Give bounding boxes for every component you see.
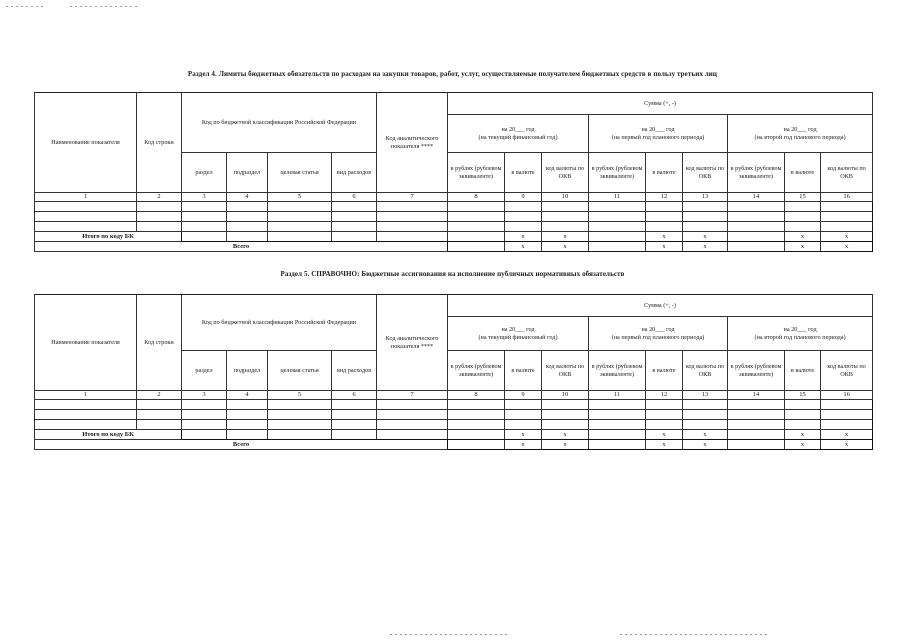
cell[interactable] (728, 202, 785, 212)
cell[interactable] (821, 420, 873, 430)
cell[interactable] (542, 410, 589, 420)
x-mark: x (821, 232, 873, 242)
header-val: в валюте (785, 351, 821, 391)
col-number: 6 (332, 391, 377, 400)
cell[interactable] (589, 232, 646, 242)
col-number: 2 (137, 391, 182, 400)
header-year-second-plan: на 20___ год (на второй год планового периода) (728, 115, 873, 153)
cell[interactable] (332, 212, 377, 222)
itogo-row (35, 232, 873, 242)
col-number: 6 (332, 193, 377, 202)
table-row (35, 212, 873, 222)
cell[interactable] (448, 420, 505, 430)
header-analytic-code: Код аналитического показателя **** (377, 295, 448, 391)
header-vid: вид расходов (332, 351, 377, 391)
header-year-first-plan: на 20___ год (на первый год планового периода) (589, 317, 728, 351)
cell[interactable] (683, 222, 728, 232)
col-number: 12 (646, 193, 683, 202)
header-row-code: Код строки (137, 93, 182, 193)
x-mark: x (821, 430, 873, 440)
col-number: 9 (505, 193, 542, 202)
header-rub: в рублях (рублевом эквиваленте) (728, 153, 785, 193)
col-number: 8 (448, 391, 505, 400)
cell[interactable] (505, 410, 542, 420)
cell[interactable] (589, 242, 646, 252)
cell[interactable] (785, 222, 821, 232)
cell[interactable] (683, 202, 728, 212)
col-number: 1 (35, 391, 137, 400)
col-number: 5 (268, 193, 332, 202)
col-number: 11 (589, 391, 646, 400)
col-number: 15 (785, 193, 821, 202)
cell[interactable] (227, 232, 268, 242)
cell[interactable] (505, 400, 542, 410)
header-podrazdel: подраздел (227, 153, 268, 193)
cell[interactable] (448, 410, 505, 420)
header-okv: код валюты по ОКВ (542, 153, 589, 193)
col-number: 13 (683, 193, 728, 202)
cell[interactable] (377, 232, 448, 242)
cell[interactable] (589, 430, 646, 440)
itogo-label: Итого по коду БК (35, 232, 182, 242)
header-analytic-code: Код аналитического показателя **** (377, 93, 448, 193)
cell[interactable] (268, 430, 332, 440)
x-mark: x (542, 440, 589, 450)
table-row (35, 202, 873, 212)
x-mark: x (785, 232, 821, 242)
x-mark: x (542, 232, 589, 242)
cell[interactable] (377, 420, 448, 430)
col-number: 16 (821, 193, 873, 202)
cell[interactable] (227, 212, 268, 222)
col-number: 8 (448, 193, 505, 202)
col-number: 13 (683, 391, 728, 400)
cell[interactable] (646, 222, 683, 232)
col-number: 11 (589, 193, 646, 202)
itogo-label: Итого по коду БК (35, 430, 182, 440)
vsego-row (35, 440, 873, 450)
header-val: в валюте (646, 351, 683, 391)
x-mark: x (542, 242, 589, 252)
header-okv: код валюты по ОКВ (821, 351, 873, 391)
cell[interactable] (227, 420, 268, 430)
header-rub: в рублях (рублевом эквиваленте) (589, 153, 646, 193)
cell[interactable] (589, 222, 646, 232)
vsego-label: Всего (35, 440, 448, 450)
header-celevaya: целевая статья (268, 153, 332, 193)
col-number: 10 (542, 193, 589, 202)
cell[interactable] (35, 420, 137, 430)
header-celevaya: целевая статья (268, 351, 332, 391)
cell[interactable] (182, 232, 227, 242)
cell[interactable] (821, 212, 873, 222)
x-mark: x (785, 430, 821, 440)
cell[interactable] (821, 400, 873, 410)
scan-mark (390, 634, 510, 635)
header-razdel: раздел (182, 351, 227, 391)
cell[interactable] (728, 440, 785, 450)
cell[interactable] (332, 430, 377, 440)
cell[interactable] (542, 420, 589, 430)
header-row-code: Код строки (137, 295, 182, 391)
cell[interactable] (182, 202, 227, 212)
x-mark: x (821, 242, 873, 252)
header-rub: в рублях (рублевом эквиваленте) (728, 351, 785, 391)
section-5-title: Раздел 5. СПРАВОЧНО: Бюджетные ассигнования на исполнение публичных нормативных обязательств (280, 270, 625, 278)
cell[interactable] (182, 222, 227, 232)
cell[interactable] (332, 232, 377, 242)
cell[interactable] (542, 202, 589, 212)
x-mark: x (646, 430, 683, 440)
cell[interactable] (505, 212, 542, 222)
cell[interactable] (542, 222, 589, 232)
cell[interactable] (448, 440, 505, 450)
cell[interactable] (35, 202, 137, 212)
cell[interactable] (821, 222, 873, 232)
cell[interactable] (137, 212, 182, 222)
col-number: 7 (377, 193, 448, 202)
cell[interactable] (35, 222, 137, 232)
cell[interactable] (227, 400, 268, 410)
header-indicator-name: Наименование показателя (35, 295, 137, 391)
x-mark: x (505, 430, 542, 440)
cell[interactable] (448, 232, 505, 242)
cell[interactable] (448, 242, 505, 252)
x-mark: x (683, 242, 728, 252)
cell[interactable] (728, 232, 785, 242)
header-val: в валюте (646, 153, 683, 193)
cell[interactable] (268, 202, 332, 212)
cell[interactable] (377, 400, 448, 410)
col-number: 9 (505, 391, 542, 400)
cell[interactable] (728, 222, 785, 232)
cell[interactable] (182, 430, 227, 440)
cell[interactable] (589, 440, 646, 450)
table-row (35, 410, 873, 420)
col-number: 5 (268, 391, 332, 400)
x-mark: x (683, 232, 728, 242)
header-okv: код валюты по ОКВ (542, 351, 589, 391)
cell[interactable] (646, 400, 683, 410)
cell[interactable] (589, 202, 646, 212)
cell[interactable] (377, 202, 448, 212)
col-number: 14 (728, 391, 785, 400)
cell[interactable] (227, 430, 268, 440)
header-bk-code: Код по бюджетной классификации Российской Федерации (182, 93, 377, 153)
vsego-label: Всего (35, 242, 448, 252)
x-mark: x (683, 430, 728, 440)
table-row (35, 222, 873, 232)
cell[interactable] (227, 202, 268, 212)
col-number: 4 (227, 193, 268, 202)
cell[interactable] (728, 212, 785, 222)
cell[interactable] (35, 400, 137, 410)
cell[interactable] (332, 420, 377, 430)
cell[interactable] (332, 400, 377, 410)
cell[interactable] (137, 400, 182, 410)
cell[interactable] (332, 202, 377, 212)
table-row (35, 420, 873, 430)
cell[interactable] (182, 212, 227, 222)
scan-mark (70, 6, 140, 7)
header-okv: код валюты по ОКВ (683, 351, 728, 391)
cell[interactable] (268, 420, 332, 430)
cell[interactable] (182, 400, 227, 410)
cell[interactable] (728, 410, 785, 420)
cell[interactable] (505, 420, 542, 430)
x-mark: x (646, 232, 683, 242)
x-mark: x (646, 440, 683, 450)
itogo-row (35, 430, 873, 440)
cell[interactable] (377, 410, 448, 420)
cell[interactable] (35, 212, 137, 222)
cell[interactable] (505, 222, 542, 232)
cell[interactable] (589, 420, 646, 430)
cell[interactable] (589, 410, 646, 420)
cell[interactable] (728, 430, 785, 440)
col-number: 7 (377, 391, 448, 400)
header-year-first-plan: на 20___ год (на первый год планового периода) (589, 115, 728, 153)
header-val: в валюте (505, 351, 542, 391)
cell[interactable] (448, 202, 505, 212)
cell[interactable] (227, 410, 268, 420)
cell[interactable] (448, 430, 505, 440)
header-okv: код валюты по ОКВ (683, 153, 728, 193)
x-mark: x (646, 242, 683, 252)
section-4-table (34, 92, 873, 252)
cell[interactable] (785, 212, 821, 222)
cell[interactable] (683, 212, 728, 222)
header-rub: в рублях (рублевом эквиваленте) (448, 351, 505, 391)
cell[interactable] (646, 420, 683, 430)
cell[interactable] (268, 222, 332, 232)
vsego-row (35, 242, 873, 252)
col-number: 3 (182, 391, 227, 400)
cell[interactable] (589, 212, 646, 222)
header-val: в валюте (505, 153, 542, 193)
x-mark: x (785, 440, 821, 450)
cell[interactable] (268, 400, 332, 410)
header-sum: Сумма (+, -) (448, 93, 873, 115)
cell[interactable] (137, 222, 182, 232)
x-mark: x (683, 440, 728, 450)
header-rub: в рублях (рублевом эквиваленте) (448, 153, 505, 193)
header-bk-code: Код по бюджетной классификации Российской Федерации (182, 295, 377, 351)
cell[interactable] (683, 400, 728, 410)
section-4-title: Раздел 4. Лимиты бюджетных обязательств по расходам на закупки товаров, работ, услуг, осуществляемые получателем бюджетных средств в пользу третьих лиц (187, 70, 718, 78)
cell[interactable] (227, 222, 268, 232)
section-5-table (34, 294, 873, 450)
cell[interactable] (728, 242, 785, 252)
col-number: 1 (35, 193, 137, 202)
cell[interactable] (448, 400, 505, 410)
header-indicator-name: Наименование показателя (35, 93, 137, 193)
cell[interactable] (542, 212, 589, 222)
cell[interactable] (785, 420, 821, 430)
cell[interactable] (646, 212, 683, 222)
cell[interactable] (268, 232, 332, 242)
col-number: 2 (137, 193, 182, 202)
col-number: 14 (728, 193, 785, 202)
cell[interactable] (589, 400, 646, 410)
cell[interactable] (785, 400, 821, 410)
header-okv: код валюты по ОКВ (821, 153, 873, 193)
cell[interactable] (646, 202, 683, 212)
x-mark: x (505, 242, 542, 252)
header-podrazdel: подраздел (227, 351, 268, 391)
col-number: 12 (646, 391, 683, 400)
x-mark: x (821, 440, 873, 450)
cell[interactable] (728, 400, 785, 410)
col-number: 3 (182, 193, 227, 202)
header-razdel: раздел (182, 153, 227, 193)
cell[interactable] (268, 410, 332, 420)
cell[interactable] (137, 410, 182, 420)
header-vid: вид расходов (332, 153, 377, 193)
cell[interactable] (683, 420, 728, 430)
table-row (35, 400, 873, 410)
cell[interactable] (505, 202, 542, 212)
x-mark: x (542, 430, 589, 440)
col-number: 16 (821, 391, 873, 400)
cell[interactable] (377, 430, 448, 440)
cell[interactable] (332, 410, 377, 420)
cell[interactable] (542, 400, 589, 410)
header-year-current: на 20___ год (на текущий финансовый год) (448, 115, 589, 153)
header-rub: в рублях (рублевом эквиваленте) (589, 351, 646, 391)
cell[interactable] (821, 410, 873, 420)
cell[interactable] (448, 222, 505, 232)
col-number: 15 (785, 391, 821, 400)
cell[interactable] (448, 212, 505, 222)
scan-mark (620, 634, 770, 635)
cell[interactable] (182, 410, 227, 420)
header-val: в валюте (785, 153, 821, 193)
cell[interactable] (646, 410, 683, 420)
header-year-second-plan: на 20___ год (на второй год планового периода) (728, 317, 873, 351)
col-number: 10 (542, 391, 589, 400)
cell[interactable] (332, 222, 377, 232)
cell[interactable] (137, 420, 182, 430)
cell[interactable] (785, 202, 821, 212)
x-mark: x (505, 232, 542, 242)
header-year-current: на 20___ год (на текущий финансовый год) (448, 317, 589, 351)
cell[interactable] (377, 212, 448, 222)
col-number: 4 (227, 391, 268, 400)
cell[interactable] (377, 222, 448, 232)
cell[interactable] (137, 202, 182, 212)
scan-mark (6, 6, 46, 7)
cell[interactable] (182, 420, 227, 430)
cell[interactable] (268, 212, 332, 222)
cell[interactable] (728, 420, 785, 430)
cell[interactable] (821, 202, 873, 212)
cell[interactable] (35, 410, 137, 420)
x-mark: x (785, 242, 821, 252)
header-sum: Сумма (+, -) (448, 295, 873, 317)
x-mark: x (505, 440, 542, 450)
cell[interactable] (683, 410, 728, 420)
cell[interactable] (785, 410, 821, 420)
